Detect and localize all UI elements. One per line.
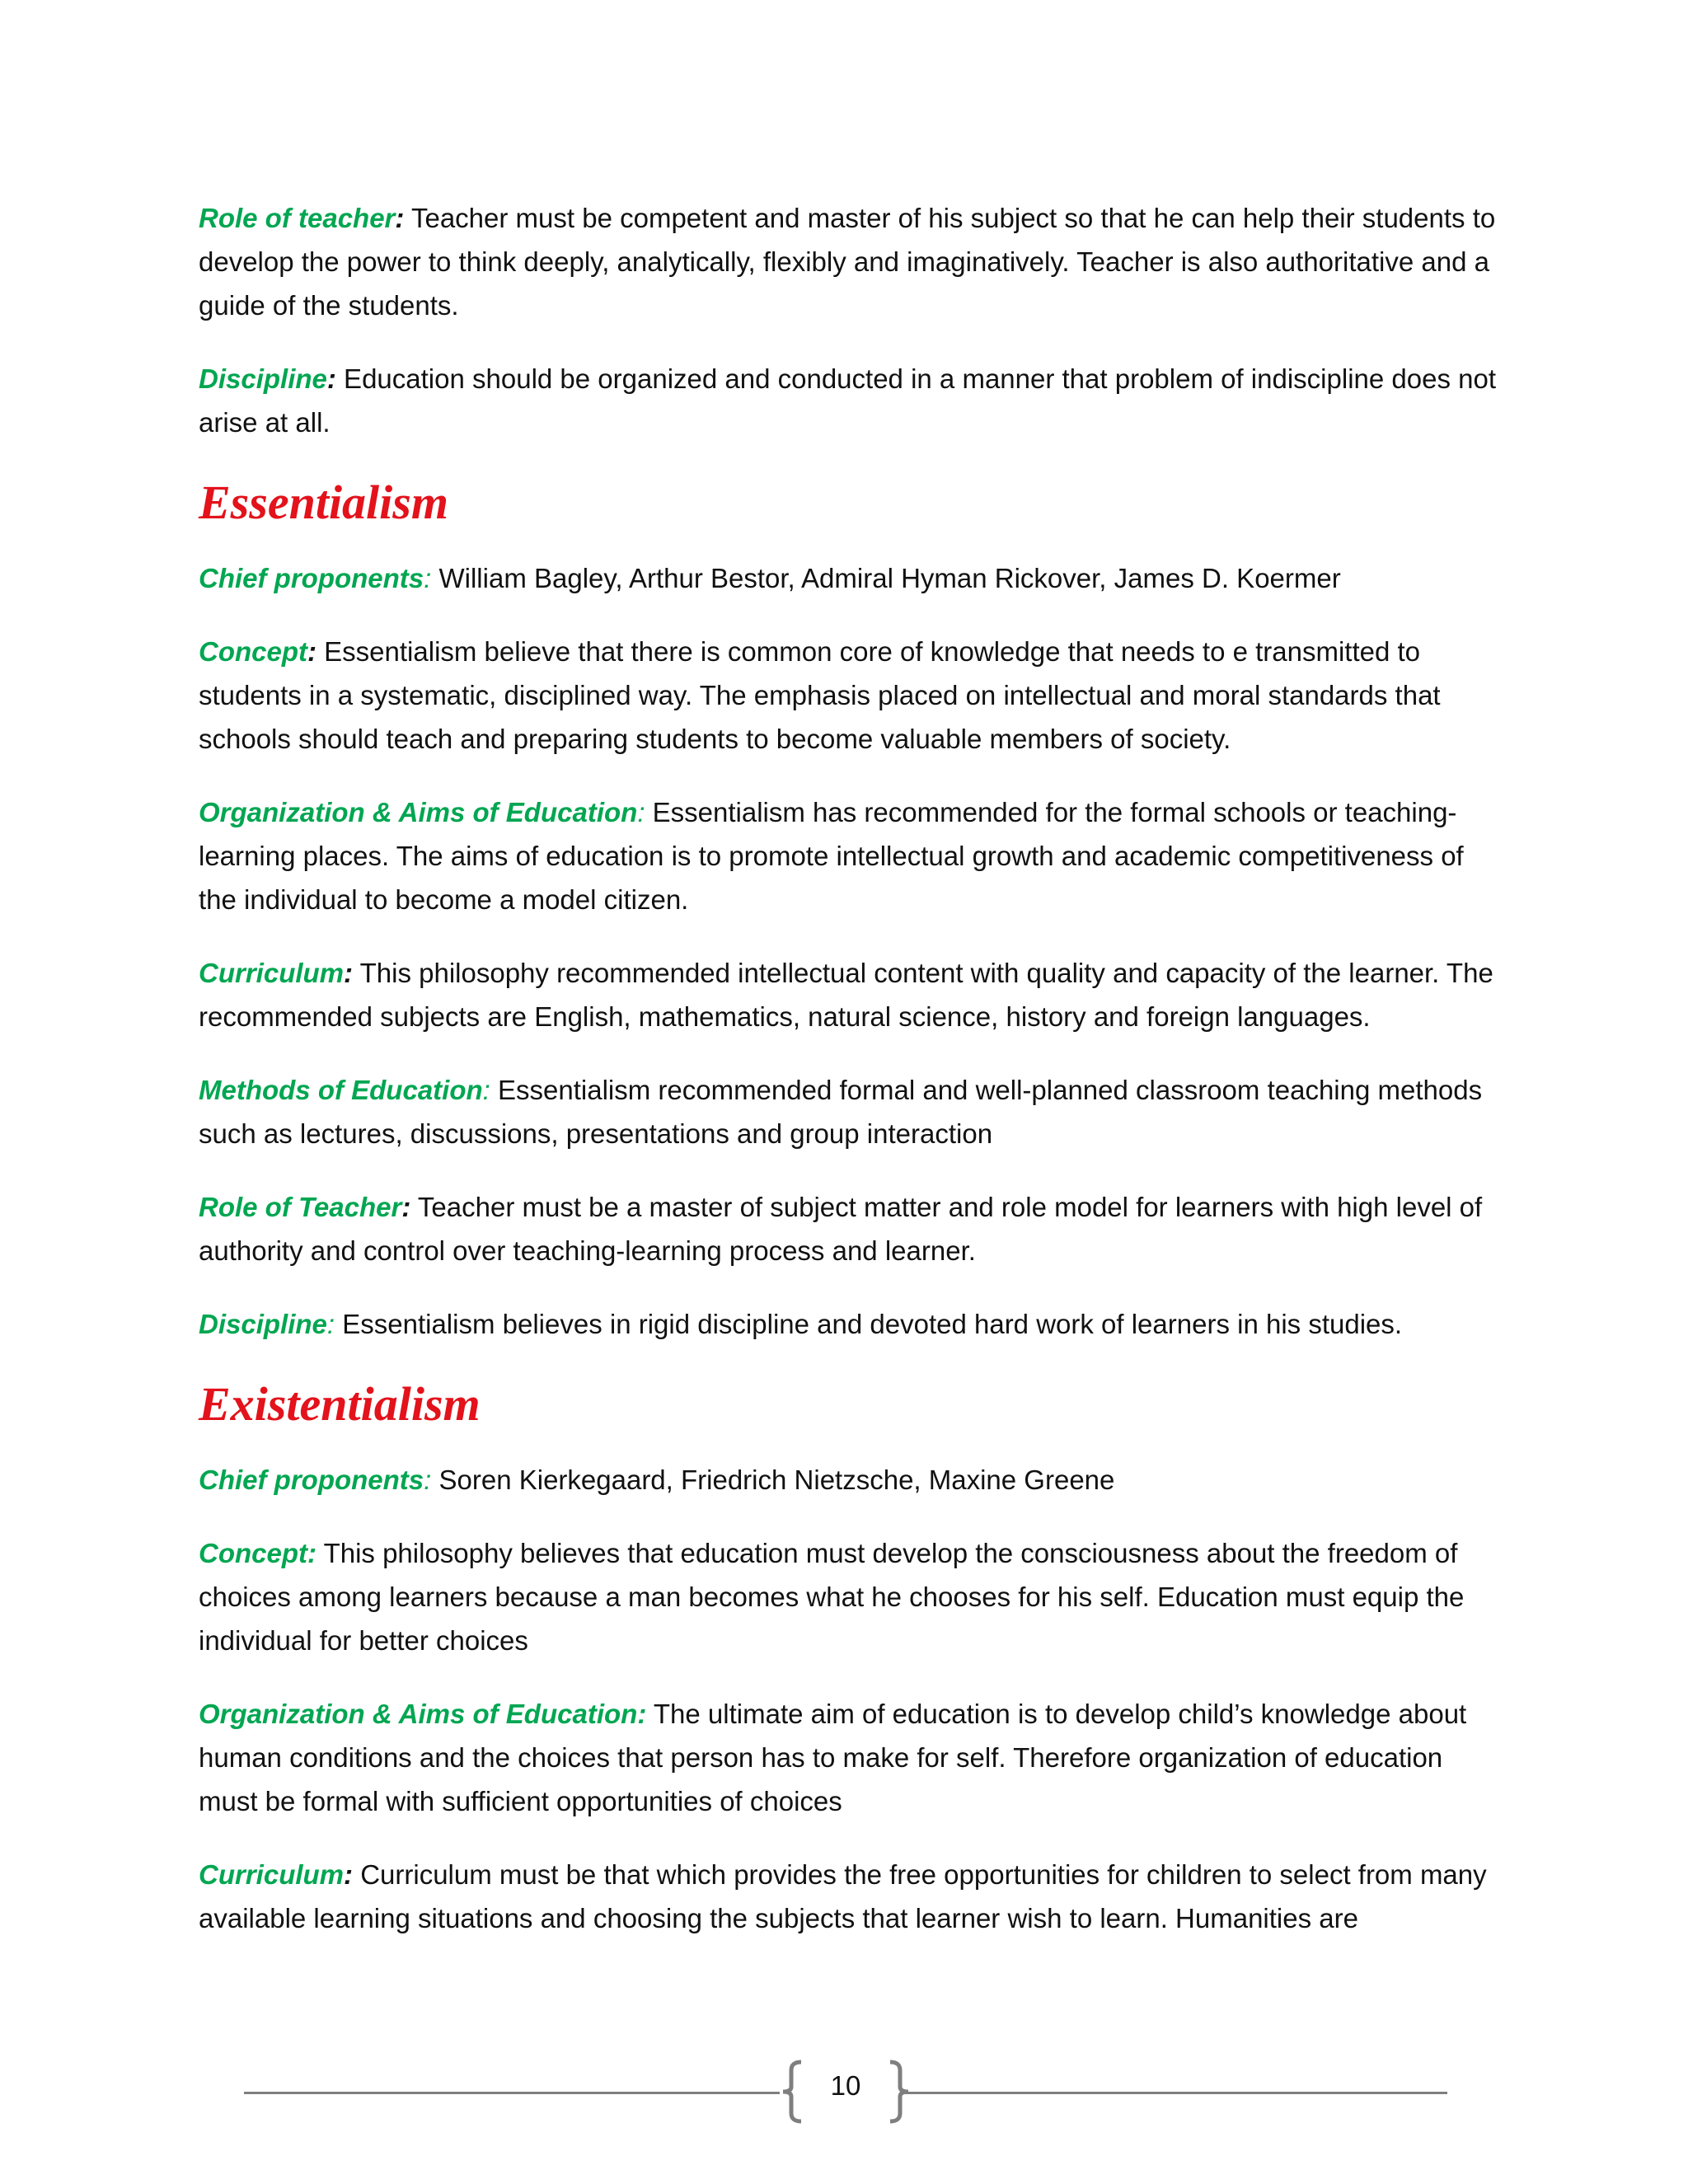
essentialism-discipline <box>199 1302 1501 1346</box>
para-text: This philosophy recommended intellectual content with quality and capacity of the learner. The recommended subjects are English, mathematics, natural science, history and foreign languages. <box>199 958 1493 1032</box>
para-separator: : <box>344 958 354 988</box>
para-label: Organization & Aims of Education <box>199 1699 638 1729</box>
para-separator: : <box>307 1538 316 1568</box>
footer-rule-right <box>903 2092 1447 2094</box>
footer-rule-left <box>244 2092 780 2094</box>
para-text: Curriculum must be that which provides the free opportunities for children to select from many available learning situations and choosing the subjects that learner wish to learn. Humanities are <box>199 1859 1487 1933</box>
para-label: Role of Teacher <box>199 1192 402 1222</box>
para-text: Education should be organized and conducted in a manner that problem of indiscipline does not arise at all. <box>199 363 1496 438</box>
para-text: This philosophy believes that education must develop the consciousness about the freedom of choices among learners because a man becomes what he chooses for his self. Education must equip the individual for better choices <box>199 1538 1465 1656</box>
essentialism-chief-proponents <box>199 556 1501 600</box>
para-separator: : <box>307 636 316 667</box>
essentialism-curriculum <box>199 951 1501 1038</box>
para-text: Teacher must be competent and master of his subject so that he can help their students to develop the power to think deeply, analytically, flexibly and imaginatively. Teacher is also authoritative and a guide of the students. <box>199 203 1496 321</box>
para-separator: : <box>344 1859 354 1890</box>
essentialism-role-of-teacher <box>199 1185 1501 1272</box>
para-text: Essentialism recommended formal and well-planned classroom teaching methods such as lectures, discussions, presentations and group interaction <box>199 1075 1483 1149</box>
discipline-paragraph <box>199 357 1501 444</box>
para-label: Curriculum <box>199 1859 345 1890</box>
para-text: Essentialism has recommended for the formal schools or teaching-learning places. The aims of education is to promote intellectual growth and academic competitiveness of the individual to become a model citizen. <box>199 797 1464 915</box>
role-of-teacher-paragraph <box>199 196 1501 327</box>
para-label: Curriculum <box>199 958 345 988</box>
left-brace-icon <box>780 2059 804 2125</box>
para-label: Concept <box>199 1538 307 1568</box>
para-separator: : <box>424 1465 432 1495</box>
para-label: Organization & Aims of Education <box>199 797 638 827</box>
para-separator: : <box>424 563 432 593</box>
para-label: Discipline <box>199 1309 327 1339</box>
para-text: Essentialism believe that there is common core of knowledge that needs to e transmitted to students in a systematic, disciplined way. The emphasis placed on intellectual and moral standards that schools should teach and preparing students to become valuable members of society. <box>199 636 1441 754</box>
para-separator: : <box>326 363 336 394</box>
page-number: 10 <box>830 2070 861 2101</box>
para-label: Role of teacher <box>199 203 396 233</box>
existentialism-organization-aims <box>199 1692 1501 1823</box>
essentialism-heading: Essentialism <box>199 476 448 529</box>
page-footer <box>244 2059 1447 2125</box>
para-separator: : <box>326 1309 335 1339</box>
existentialism-concept <box>199 1531 1501 1662</box>
existentialism-chief-proponents <box>199 1458 1501 1502</box>
essentialism-concept <box>199 630 1501 761</box>
para-text: Soren Kierkegaard, Friedrich Nietzsche, Maxine Greene <box>431 1465 1115 1495</box>
para-label: Methods of Education <box>199 1075 483 1105</box>
para-label: Concept <box>199 636 307 667</box>
para-separator: : <box>637 797 645 827</box>
para-separator: : <box>395 203 405 233</box>
essentialism-methods <box>199 1068 1501 1155</box>
para-label: Chief proponents <box>199 563 424 593</box>
essentialism-organization-aims <box>199 790 1501 921</box>
para-text: Essentialism believes in rigid discipline and devoted hard work of learners in his studies. <box>335 1309 1403 1339</box>
para-text: Teacher must be a master of subject matter and role model for learners with high level of authority and control over teaching-learning process and learner. <box>199 1192 1483 1266</box>
para-separator: : <box>637 1699 647 1729</box>
para-separator: : <box>482 1075 490 1105</box>
para-separator: : <box>401 1192 411 1222</box>
existentialism-curriculum <box>199 1853 1501 1940</box>
existentialism-heading: Existentialism <box>199 1377 481 1431</box>
para-text: William Bagley, Arthur Bestor, Admiral Hyman Rickover, James D. Koermer <box>431 563 1341 593</box>
para-label: Chief proponents <box>199 1465 424 1495</box>
page-content <box>199 196 1501 1970</box>
para-text: The ultimate aim of education is to develop child’s knowledge about human conditions and the choices that person has to make for self. Therefore organization of education must be formal with sufficient opportunities of choices <box>199 1699 1467 1816</box>
para-label: Discipline <box>199 363 327 394</box>
